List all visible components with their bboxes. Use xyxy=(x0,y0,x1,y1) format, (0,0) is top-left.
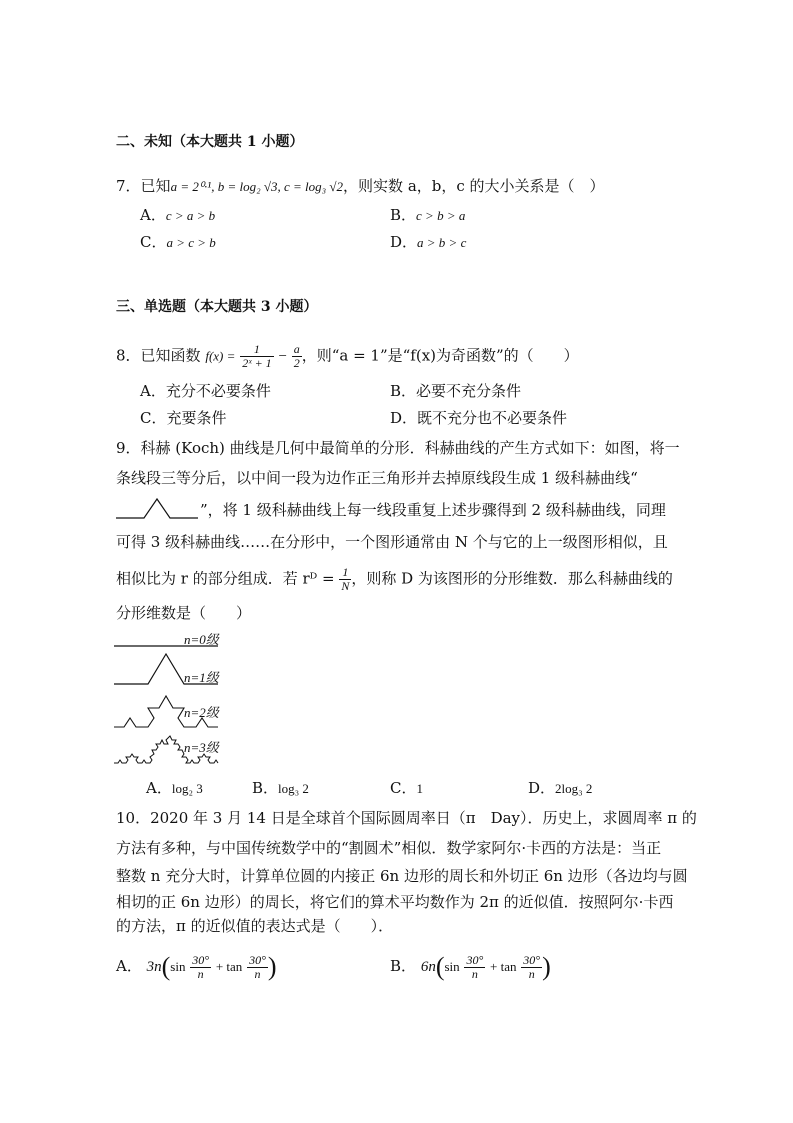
fraction: $\frac{30^\circ}{n}$ xyxy=(249,952,266,981)
option-c[interactable] xyxy=(140,408,227,428)
option-d[interactable] xyxy=(390,408,567,428)
math-expression: a = 2⁰·¹, b = log₂ √3, c = log₃ √2 xyxy=(170,179,344,194)
option-label: A． xyxy=(146,779,172,797)
tan-function: + tan xyxy=(215,959,243,974)
option-a[interactable] xyxy=(140,205,215,226)
option-text: 既不充分也不必要条件 xyxy=(417,409,568,427)
koch-level-label: n=2级 xyxy=(184,705,219,720)
option-label: C． xyxy=(140,409,167,427)
fraction: $\frac{1}{N}$ xyxy=(341,565,350,593)
stem-text: 相似比为 r 的部分组成．若 rᴰ = xyxy=(116,569,335,588)
question-10-line: 方法有多种，与中国传统数学中的“割圆术”相似．数学家阿尔·卡西的方法是：当正 xyxy=(116,839,662,857)
question-9-line: 可得 3 级科赫曲线……在分形中，一个图形通常由 N 个与它的上一级图形相似，且 xyxy=(116,533,668,551)
stem-text: 已知函数 xyxy=(140,346,201,365)
coefficient: 3n xyxy=(146,959,162,975)
fraction: $\frac{1}{\text{2ˣ + 1}}$ xyxy=(242,342,272,370)
fraction: $\frac{a}{2}$ xyxy=(293,342,300,370)
question-9-line: ”，将 1 级科赫曲线上每一线段重复上述步骤得到 2 级科赫曲线，同理 xyxy=(200,501,666,519)
option-label: B． xyxy=(390,957,417,975)
option-label: A． xyxy=(116,957,142,975)
question-number: 7． xyxy=(116,177,141,195)
fraction: $\frac{30^\circ}{n}$ xyxy=(523,952,541,981)
question-9-line: 条线段三等分后，以中间一段为边作正三角形并去掉原线段生成 1 级科赫曲线“ xyxy=(116,469,638,487)
question-9-line: 分形维数是（ ） xyxy=(116,604,252,622)
question-10-line: 10．2020 年 3 月 14 日是全球首个国际圆周率日（π Day）．历史上，求圆周率 π 的 xyxy=(116,809,697,827)
question-9-line: 9．科赫 (Koch) 曲线是几何中最简单的分形．科赫曲线的产生方式如下：如图，将一 xyxy=(116,439,680,457)
option-label: D． xyxy=(390,233,418,251)
function-lhs: f(x) = xyxy=(205,348,236,364)
fraction: $\frac{30^\circ}{n}$ xyxy=(192,952,210,981)
option-label: C． xyxy=(140,233,167,251)
question-10-line: 相切的正 6n 边形）的周长，将它们的算术平均数作为 2π 的近似值．按照阿尔·卡西 xyxy=(116,893,674,911)
koch-level-label: n=3级 xyxy=(184,740,219,755)
option-a[interactable] xyxy=(140,381,271,401)
option-text: a > c > b xyxy=(166,235,216,250)
section-title: 二、未知（本大题共 1 小题） xyxy=(116,134,304,150)
stem-text: ，则“a = 1”是“f(x)为奇函数”的（ ） xyxy=(301,346,579,365)
option-text: c > a > b xyxy=(165,208,216,223)
minus-sign: − xyxy=(278,348,287,365)
option-text: 必要不充分条件 xyxy=(416,382,522,400)
coefficient: 6n xyxy=(420,959,436,975)
stem-text: 已知 xyxy=(140,177,171,195)
option-text: c > b > a xyxy=(416,208,466,223)
option-label: B． xyxy=(390,206,417,224)
option-text: log₂ 3 xyxy=(171,781,203,796)
option-text: 2log₃ 2 xyxy=(555,781,593,796)
option-label: B． xyxy=(390,382,417,400)
option-label: A． xyxy=(140,382,166,400)
option-c[interactable] xyxy=(140,232,216,253)
question-10-line: 整数 n 充分大时，计算单位圆的内接正 6n 边形的周长和外切正 6n 边形（各边均与圆 xyxy=(116,867,688,885)
question-9-line xyxy=(116,566,673,593)
koch-level1-inline-figure xyxy=(114,496,200,522)
option-label: C． xyxy=(390,779,417,797)
option-text: log₃ 2 xyxy=(278,781,309,796)
option-d[interactable] xyxy=(390,232,466,253)
question-number: 8． xyxy=(116,346,141,365)
option-label: B． xyxy=(252,779,279,797)
option-text: 充分不必要条件 xyxy=(165,382,271,400)
question-7-stem xyxy=(116,176,605,197)
stem-text: ，则实数 a，b，c 的大小关系是（ ） xyxy=(343,177,605,195)
option-a[interactable]: A． 3n(sin $\frac{30^\circ}{n}$ + tan $\frac{30^\circ}{n}$ ) xyxy=(116,952,277,981)
koch-level-label: n=0级 xyxy=(184,632,219,647)
option-b[interactable]: B． 6n(sin $\frac{30^\circ}{n}$ + tan $\frac{30^\circ}{n}$ ) xyxy=(390,952,551,981)
option-d[interactable] xyxy=(528,778,592,799)
option-b[interactable] xyxy=(390,205,465,226)
option-a[interactable] xyxy=(146,778,203,799)
option-label: D． xyxy=(390,409,418,427)
option-c[interactable] xyxy=(390,778,423,799)
sin-function: sin xyxy=(444,959,460,974)
sin-function: sin xyxy=(170,959,186,974)
option-text: a > b > c xyxy=(417,235,467,250)
option-b[interactable] xyxy=(390,381,521,401)
question-10-line: 的方法，π 的近似值的表达式是（ ）． xyxy=(116,917,394,935)
question-8-stem xyxy=(116,343,579,370)
koch-level-label: n=1级 xyxy=(184,670,219,685)
option-label: D． xyxy=(528,779,556,797)
option-text: 充要条件 xyxy=(166,409,227,427)
option-text: 1 xyxy=(416,781,423,796)
section-title: 三、单选题（本大题共 3 小题） xyxy=(116,299,318,315)
tan-function: + tan xyxy=(490,959,517,974)
stem-text: ，则称 D 为该图形的分形维数．那么科赫曲线的 xyxy=(351,569,673,588)
fraction: $\frac{30^\circ}{n}$ xyxy=(466,952,484,981)
option-label: A． xyxy=(140,206,166,224)
option-b[interactable] xyxy=(252,778,309,799)
